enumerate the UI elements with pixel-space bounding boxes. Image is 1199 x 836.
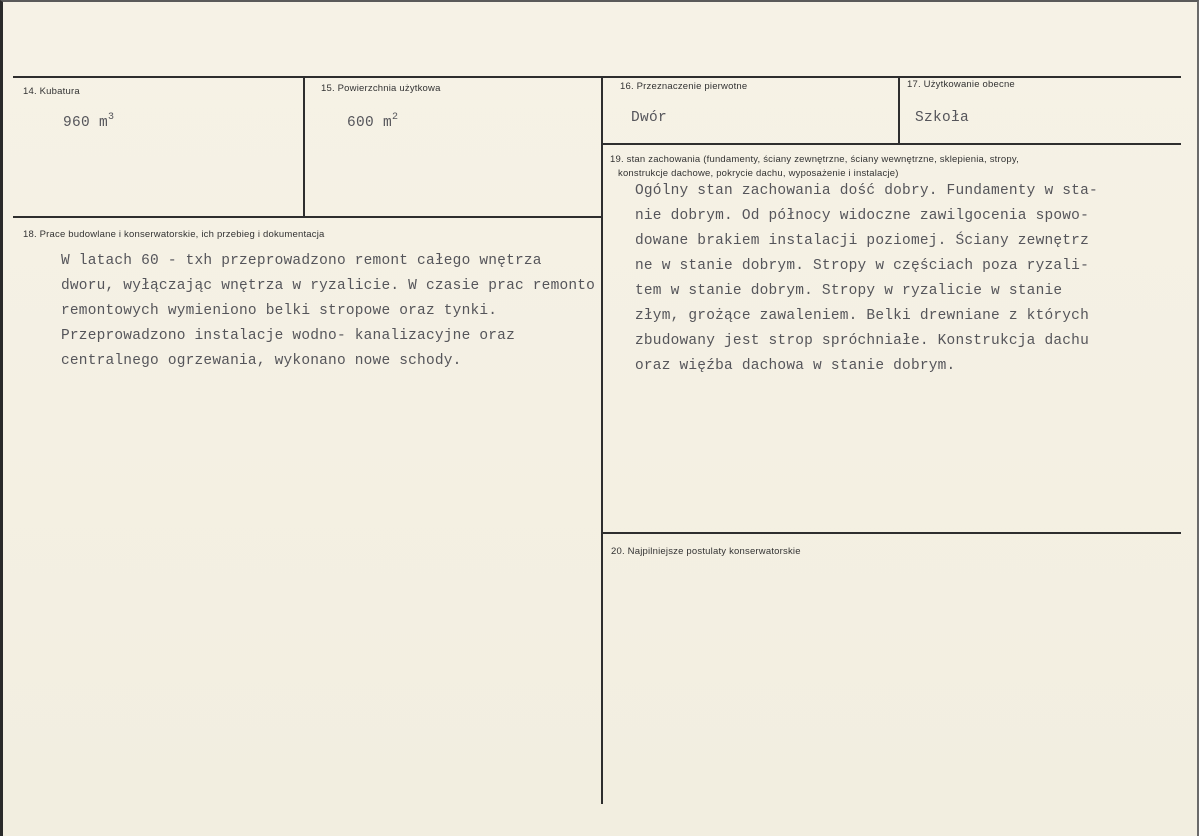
kubatura-label: 14. Kubatura [23,86,80,97]
uzytkowanie-value: Szkoła [915,110,970,126]
stan-label-1: 19. stan zachowania (fundamenty, ściany zewnętrzne, ściany wewnętrzne, sklepienia, stropy, [610,154,1019,165]
divider-v2 [601,77,603,804]
stan-line: nie dobrym. Od północy widoczne zawilgocenia spowo- [635,208,1089,224]
prace-line: centralnego ogrzewania, wykonano nowe schody. [61,353,462,369]
powierzchnia-label: 15. Powierzchnia użytkowa [321,83,441,94]
stan-line: oraz więźba dachowa w stanie dobrym. [635,358,956,374]
prace-line: remontowych wymieniono belki stropowe oraz tynki. [61,303,498,319]
divider-top [13,76,1181,78]
divider-right-row1 [602,143,1181,145]
divider-v1 [303,77,305,217]
prace-line: Przeprowadzono instalacje wodno- kanalizacyjne oraz [61,328,515,344]
stan-line: złym, grożące zawaleniem. Belki drewniane z których [635,308,1089,324]
stan-text [635,179,1098,379]
kubatura-value: 960 $m^3$ [63,112,115,131]
prace-label: 18. Prace budowlane i konserwatorskie, ich przebieg i dokumentacja [23,229,325,240]
stan-line: ne w stanie dobrym. Stropy w częściach poza ryzali- [635,258,1089,274]
stan-label-2: konstrukcje dachowe, pokrycie dachu, wyposażenie i instalacje) [618,168,899,179]
uzytkowanie-label: 17. Użytkowanie obecne [907,79,1015,90]
divider-left-row2 [13,216,602,218]
prace-line: dworu, wyłączając wnętrza w ryzalicie. W czasie prac remonto [61,278,596,294]
przeznaczenie-value: Dwór [631,110,668,126]
divider-v3 [898,77,900,144]
stan-line: zbudowany jest strop spróchniałe. Konstrukcja dachu [635,333,1089,349]
powierzchnia-value: 600 $m^2$ [347,112,399,131]
stan-line: dowane brakiem instalacji poziomej. Ściany zewnętrz [635,233,1089,249]
stan-line: tem w stanie dobrym. Stropy w ryzalicie w stanie [635,283,1063,299]
divider-right-row2 [602,532,1181,534]
przeznaczenie-label: 16. Przeznaczenie pierwotne [620,81,748,92]
stan-line: Ogólny stan zachowania dość dobry. Fundamenty w sta- [635,183,1098,199]
prace-line: W latach 60 - txh przeprowadzono remont całego wnętrza [61,253,542,269]
prace-text [61,249,595,374]
postulaty-label: 20. Najpilniejsze postulaty konserwatorskie [611,546,801,557]
